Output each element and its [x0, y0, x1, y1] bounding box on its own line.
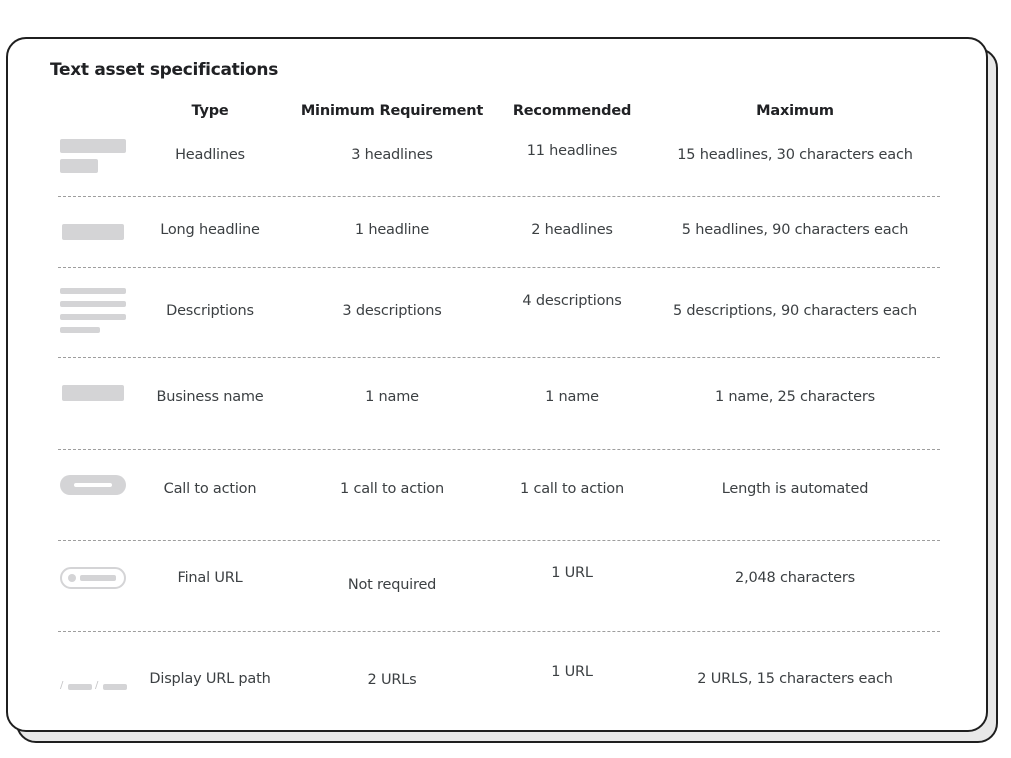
table-cell-minimum: 2 URLs — [367, 672, 417, 688]
spec-card — [6, 37, 988, 732]
row-divider — [58, 449, 940, 450]
table-cell-type: Call to action — [163, 481, 257, 497]
column-header-minimum: Minimum Requirement — [300, 103, 484, 119]
table-cell-maximum: 5 headlines, 90 characters each — [681, 222, 909, 238]
column-header-recommended: Recommended — [512, 103, 632, 119]
table-cell-maximum: Length is automated — [721, 481, 869, 497]
description-lines-icon — [60, 288, 126, 334]
page-title: Text asset specifications — [50, 60, 279, 80]
table-cell-maximum: 15 headlines, 30 characters each — [677, 147, 913, 163]
table-cell-minimum: 1 name — [365, 389, 419, 405]
table-cell-maximum: 2 URLS, 15 characters each — [697, 671, 893, 687]
table-cell-type: Business name — [156, 389, 264, 405]
table-cell-recommended: 2 headlines — [531, 222, 613, 238]
table-cell-recommended: 1 URL — [551, 565, 593, 581]
column-header-maximum: Maximum — [756, 103, 834, 119]
call-to-action-button-icon — [60, 475, 126, 495]
headline-lines-icon — [60, 139, 126, 175]
table-cell-minimum: 3 headlines — [351, 147, 433, 163]
table-cell-type: Descriptions — [166, 303, 254, 319]
table-cell-maximum: 2,048 characters — [735, 570, 855, 586]
table-cell-type: Display URL path — [149, 671, 271, 687]
table-cell-recommended: 1 URL — [551, 664, 593, 680]
table-cell-maximum: 5 descriptions, 90 characters each — [672, 303, 918, 319]
column-header-type: Type — [191, 103, 229, 119]
final-url-field-icon — [60, 567, 126, 589]
table-cell-recommended: 11 headlines — [526, 143, 618, 159]
row-divider — [58, 357, 940, 358]
row-divider — [58, 631, 940, 632]
table-cell-recommended: 1 call to action — [520, 481, 624, 497]
row-divider — [58, 540, 940, 541]
table-cell-minimum: 1 headline — [354, 222, 430, 238]
table-cell-recommended: 4 descriptions — [522, 293, 622, 309]
table-cell-minimum: 3 descriptions — [342, 303, 442, 319]
business-name-bar-icon — [62, 385, 124, 401]
table-cell-maximum: 1 name, 25 characters — [714, 389, 876, 405]
table-cell-type: Long headline — [160, 222, 260, 238]
table-cell-minimum: 1 call to action — [340, 481, 444, 497]
display-url-path-icon: / / — [60, 680, 130, 694]
table-cell-type: Final URL — [177, 570, 243, 586]
table-cell-type: Headlines — [175, 147, 245, 163]
row-divider — [58, 267, 940, 268]
long-headline-bar-icon — [62, 224, 124, 240]
table-cell-recommended: 1 name — [545, 389, 599, 405]
table-cell-minimum: Not required — [347, 577, 437, 593]
row-divider — [58, 196, 940, 197]
